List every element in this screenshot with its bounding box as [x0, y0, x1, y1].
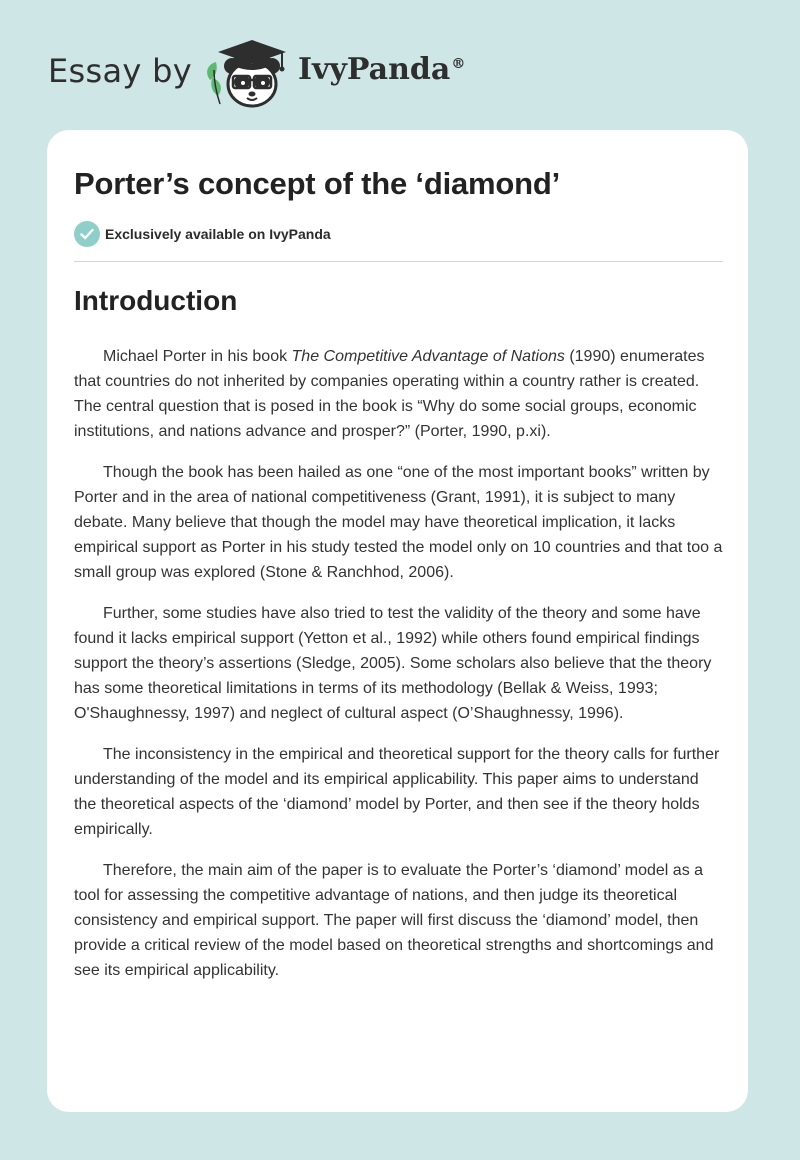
brand-name-text: IvyPanda: [298, 52, 451, 87]
essay-body: [74, 344, 724, 999]
paragraph-1-after: (1990) enumerates that countries do not inherited by companies operating within a country rather is created. The central question that is posed in the book is “Why do some social groups, economic institutions, and nations advance and prosper?” (Porter, 1990, p.xi).: [74, 348, 705, 440]
panda-logo-icon[interactable]: [202, 34, 292, 110]
book-title: The Competitive Advantage of Nations: [291, 348, 565, 365]
essay-card: [47, 130, 748, 1112]
paragraph-4: The inconsistency in the empirical and theoretical support for the theory calls for further understanding of the model and its empirical applicability. This paper aims to understand the theoretical aspects of the ‘diamond’ model by Porter, and then see if the theory holds empirically.: [74, 746, 720, 838]
title-divider: [74, 261, 723, 262]
brand-name[interactable]: [298, 52, 465, 87]
paragraph-3: Further, some studies have also tried to test the validity of the theory and some have found it lacks empirical support (Yetton et al., 1992) while others found empirical findings support the theory’s assertions (Sledge, 2005). Some scholars also believe that the theory has some theoretical limitations in terms of its methodology (Bellak & Weiss, 1993; O'Shaughnessy, 1997) and neglect of cultural aspect (O’Shaughnessy, 1996).: [74, 605, 712, 722]
registered-mark: ®: [451, 56, 466, 72]
exclusive-label: Exclusively available on IvyPanda: [105, 226, 331, 242]
paragraph-1-before: Michael Porter in his book: [103, 348, 292, 365]
section-heading-introduction: Introduction: [74, 285, 238, 316]
paragraph-5: Therefore, the main aim of the paper is to evaluate the Porter’s ‘diamond’ model as a tool for assessing the competitive advantage of nations, and then judge its theoretical consistency and empirical support. The paper will first discuss the ‘diamond’ model, then provide a critical review of the model based on theoretical strengths and shortcomings and see its empirical applicability.: [74, 862, 714, 979]
essay-by-label: Essay by: [48, 52, 192, 90]
paragraph-1: [74, 344, 724, 444]
paragraph-2: Though the book has been hailed as one “one of the most important books” written by Porter and in the area of national competitiveness (Grant, 1991), it is subject to many debate. Many believe that though the model may have theoretical implication, it lacks empirical support as Porter in his study tested the model only on 10 countries and that too a small group was explored (Stone & Ranchhod, 2006).: [74, 464, 723, 581]
site-header: [48, 34, 508, 110]
check-icon: [74, 221, 100, 247]
essay-title: Porter’s concept of the ‘diamond’: [74, 166, 561, 201]
